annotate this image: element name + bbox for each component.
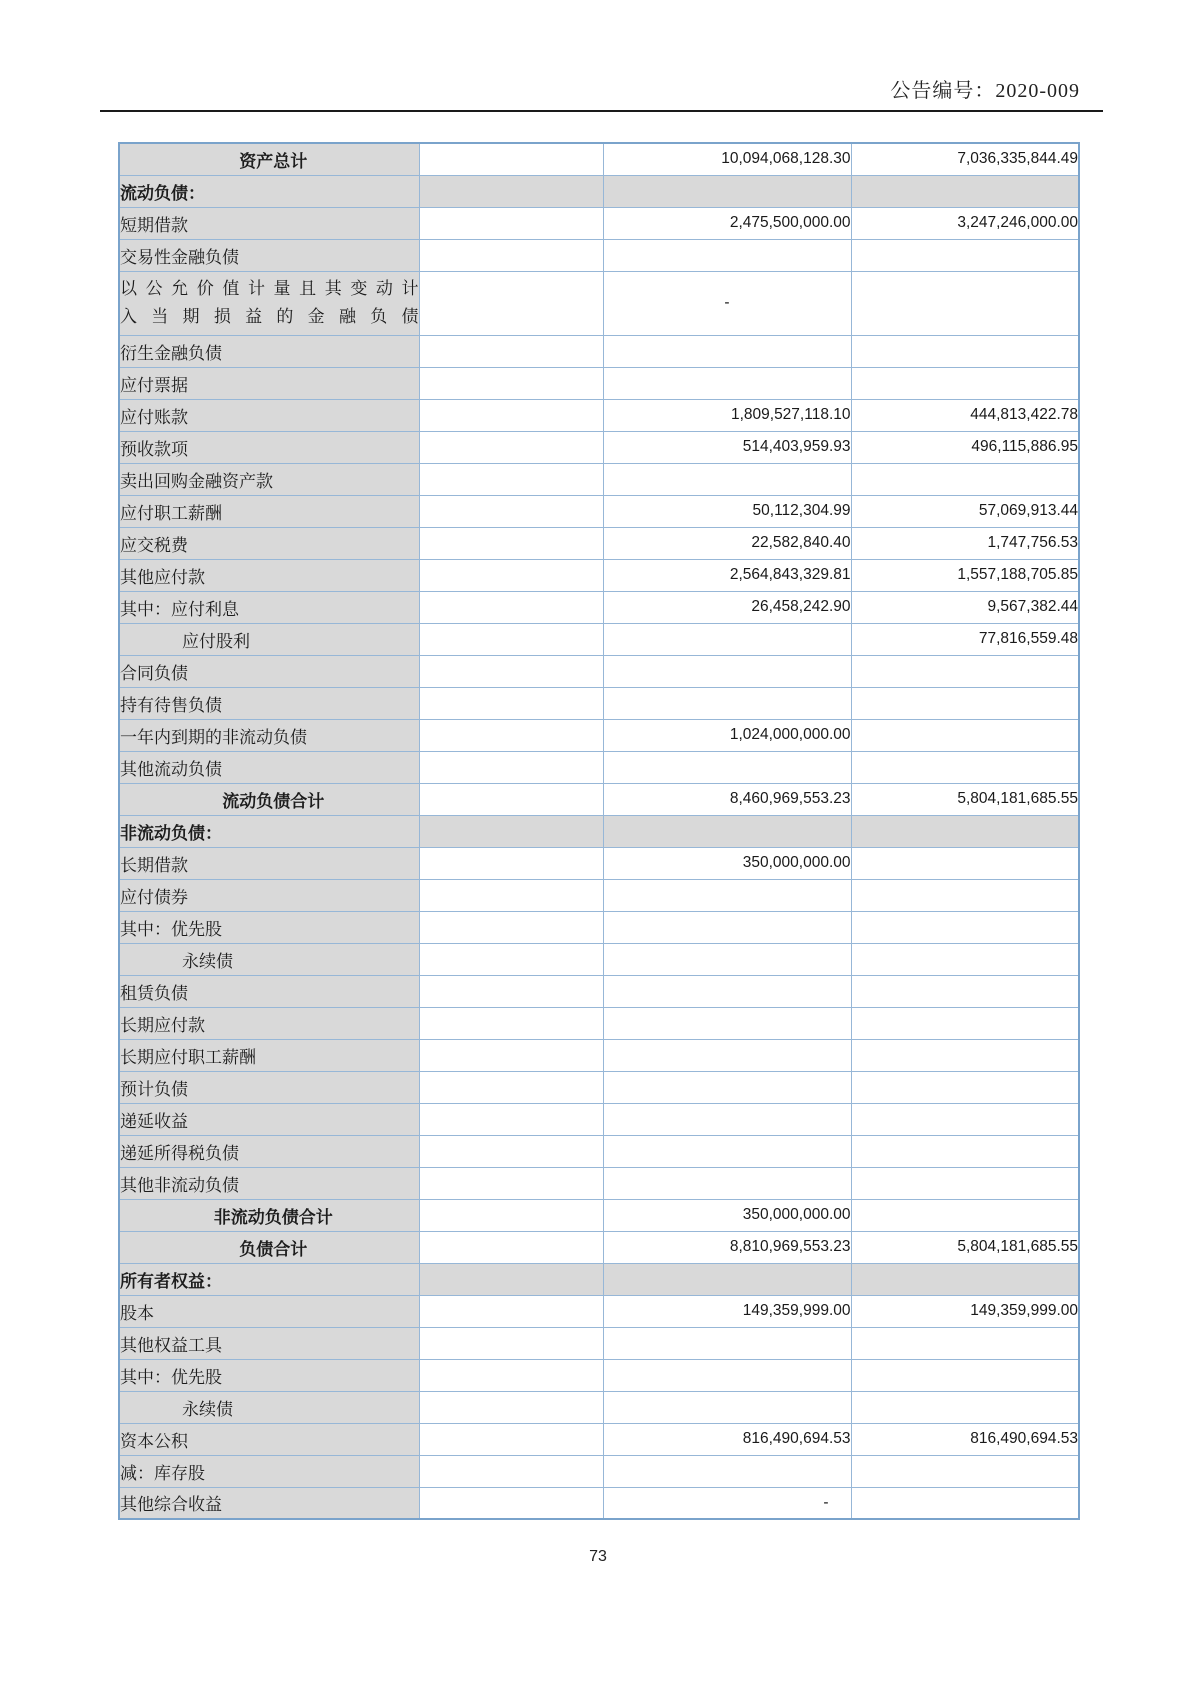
prior-value-cell	[851, 1327, 1079, 1359]
current-value-cell	[603, 975, 851, 1007]
note-cell	[419, 143, 603, 175]
row-label: 非流动负债：	[119, 815, 419, 847]
prior-value-cell: 57,069,913.44	[851, 495, 1079, 527]
note-cell	[419, 1327, 603, 1359]
note-cell	[419, 1039, 603, 1071]
current-value-cell	[603, 1327, 851, 1359]
prior-value-cell	[851, 943, 1079, 975]
current-value-cell	[603, 911, 851, 943]
current-value-cell: 350,000,000.00	[603, 1199, 851, 1231]
prior-value-cell	[851, 463, 1079, 495]
row-label: 负债合计	[119, 1231, 419, 1263]
table-row	[119, 271, 1079, 335]
note-cell	[419, 687, 603, 719]
note-cell	[419, 847, 603, 879]
table-row	[119, 1231, 1079, 1263]
note-cell	[419, 1359, 603, 1391]
prior-value-cell: 5,804,181,685.55	[851, 1231, 1079, 1263]
current-value-cell	[603, 367, 851, 399]
prior-value-cell: 1,747,756.53	[851, 527, 1079, 559]
current-value-cell: 26,458,242.90	[603, 591, 851, 623]
row-label: 持有待售负债	[119, 687, 419, 719]
row-label: 预收款项	[119, 431, 419, 463]
header-divider	[100, 110, 1103, 112]
prior-value-cell	[851, 239, 1079, 271]
prior-value-cell: 149,359,999.00	[851, 1295, 1079, 1327]
note-cell	[419, 1103, 603, 1135]
row-label	[119, 271, 419, 335]
note-cell	[419, 879, 603, 911]
note-cell	[419, 1423, 603, 1455]
row-label: 应付票据	[119, 367, 419, 399]
prior-value-cell	[851, 911, 1079, 943]
current-value-cell: 8,460,969,553.23	[603, 783, 851, 815]
current-value-cell	[603, 1167, 851, 1199]
table-row	[119, 1423, 1079, 1455]
prior-value-cell	[851, 815, 1079, 847]
row-label: 流动负债合计	[119, 783, 419, 815]
table-row	[119, 655, 1079, 687]
current-value-cell	[603, 943, 851, 975]
note-cell	[419, 495, 603, 527]
row-label: 永续债	[119, 943, 419, 975]
current-value-cell	[603, 175, 851, 207]
note-cell	[419, 559, 603, 591]
current-value-cell: 8,810,969,553.23	[603, 1231, 851, 1263]
table-row	[119, 335, 1079, 367]
current-value-cell: 22,582,840.40	[603, 527, 851, 559]
current-value-cell: 514,403,959.93	[603, 431, 851, 463]
prior-value-cell	[851, 687, 1079, 719]
note-cell	[419, 1135, 603, 1167]
prior-value-cell	[851, 1263, 1079, 1295]
row-label: 永续债	[119, 1391, 419, 1423]
prior-value-cell	[851, 1007, 1079, 1039]
table-row	[119, 207, 1079, 239]
note-cell	[419, 271, 603, 335]
prior-value-cell	[851, 847, 1079, 879]
table-row	[119, 975, 1079, 1007]
prior-value-cell	[851, 1135, 1079, 1167]
row-label: 减：库存股	[119, 1455, 419, 1487]
current-value-cell: 1,809,527,118.10	[603, 399, 851, 431]
current-value-cell	[603, 239, 851, 271]
note-cell	[419, 1071, 603, 1103]
row-label: 应付职工薪酬	[119, 495, 419, 527]
table-row	[119, 399, 1079, 431]
row-label: 应付股利	[119, 623, 419, 655]
note-cell	[419, 367, 603, 399]
row-label-line: 以公允价值计量且其变动计	[120, 279, 419, 298]
current-value-cell	[603, 815, 851, 847]
row-label: 应交税费	[119, 527, 419, 559]
current-value-cell: 10,094,068,128.30	[603, 143, 851, 175]
current-value-cell	[603, 751, 851, 783]
row-label: 衍生金融负债	[119, 335, 419, 367]
current-value-cell	[603, 623, 851, 655]
table-row	[119, 847, 1079, 879]
prior-value-cell	[851, 175, 1079, 207]
table-row	[119, 687, 1079, 719]
current-value-cell: 816,490,694.53	[603, 1423, 851, 1455]
row-label: 流动负债：	[119, 175, 419, 207]
row-label: 其中：应付利息	[119, 591, 419, 623]
note-cell	[419, 623, 603, 655]
row-label: 一年内到期的非流动负债	[119, 719, 419, 751]
current-value-cell	[603, 1103, 851, 1135]
note-cell	[419, 751, 603, 783]
prior-value-cell: 816,490,694.53	[851, 1423, 1079, 1455]
current-value-cell: 2,564,843,329.81	[603, 559, 851, 591]
table-row	[119, 1455, 1079, 1487]
current-value-cell	[603, 655, 851, 687]
note-cell	[419, 1167, 603, 1199]
note-cell	[419, 239, 603, 271]
table-row	[119, 527, 1079, 559]
prior-value-cell: 5,804,181,685.55	[851, 783, 1079, 815]
current-value-cell	[603, 687, 851, 719]
note-cell	[419, 911, 603, 943]
row-label: 租赁负债	[119, 975, 419, 1007]
prior-value-cell	[851, 1103, 1079, 1135]
table-row	[119, 1039, 1079, 1071]
prior-value-cell	[851, 335, 1079, 367]
note-cell	[419, 175, 603, 207]
note-cell	[419, 1487, 603, 1519]
current-value-cell	[603, 335, 851, 367]
table-row	[119, 1359, 1079, 1391]
note-cell	[419, 1199, 603, 1231]
table-row	[119, 463, 1079, 495]
note-cell	[419, 655, 603, 687]
note-cell	[419, 399, 603, 431]
table-row	[119, 879, 1079, 911]
note-cell	[419, 719, 603, 751]
prior-value-cell	[851, 655, 1079, 687]
table-row	[119, 495, 1079, 527]
note-cell	[419, 1231, 603, 1263]
table-row	[119, 367, 1079, 399]
note-cell	[419, 527, 603, 559]
prior-value-cell	[851, 1359, 1079, 1391]
note-cell	[419, 1007, 603, 1039]
prior-value-cell: 1,557,188,705.85	[851, 559, 1079, 591]
row-label: 应付账款	[119, 399, 419, 431]
page-number: 73	[589, 1548, 607, 1565]
table-row	[119, 1327, 1079, 1359]
table-row	[119, 911, 1079, 943]
row-label: 长期应付职工薪酬	[119, 1039, 419, 1071]
current-value-cell: -	[603, 1487, 851, 1519]
table-row	[119, 783, 1079, 815]
row-label-line: 入当期损益的金融负债	[120, 307, 419, 326]
table-row	[119, 1167, 1079, 1199]
current-value-cell	[603, 463, 851, 495]
prior-value-cell	[851, 1455, 1079, 1487]
current-value-cell	[603, 1135, 851, 1167]
current-value-cell: 2,475,500,000.00	[603, 207, 851, 239]
row-label: 其他综合收益	[119, 1487, 419, 1519]
row-label: 非流动负债合计	[119, 1199, 419, 1231]
row-label: 长期借款	[119, 847, 419, 879]
prior-value-cell	[851, 879, 1079, 911]
current-value-cell: 1,024,000,000.00	[603, 719, 851, 751]
row-label: 所有者权益：	[119, 1263, 419, 1295]
current-value-cell: -	[603, 271, 851, 335]
note-cell	[419, 463, 603, 495]
table-row	[119, 1071, 1079, 1103]
table-row	[119, 239, 1079, 271]
note-cell	[419, 783, 603, 815]
prior-value-cell	[851, 751, 1079, 783]
prior-value-cell: 77,816,559.48	[851, 623, 1079, 655]
prior-value-cell	[851, 367, 1079, 399]
row-label: 短期借款	[119, 207, 419, 239]
row-label: 预计负债	[119, 1071, 419, 1103]
current-value-cell	[603, 1391, 851, 1423]
note-cell	[419, 1455, 603, 1487]
prior-value-cell	[851, 271, 1079, 335]
prior-value-cell	[851, 1199, 1079, 1231]
section-header-row	[119, 175, 1079, 207]
prior-value-cell	[851, 719, 1079, 751]
table-row	[119, 1103, 1079, 1135]
table-row	[119, 623, 1079, 655]
note-cell	[419, 975, 603, 1007]
row-label: 其他应付款	[119, 559, 419, 591]
table-row	[119, 559, 1079, 591]
current-value-cell: 149,359,999.00	[603, 1295, 851, 1327]
note-cell	[419, 207, 603, 239]
current-value-cell	[603, 1007, 851, 1039]
current-value-cell	[603, 1263, 851, 1295]
row-label: 资产总计	[119, 143, 419, 175]
note-cell	[419, 1263, 603, 1295]
note-cell	[419, 1391, 603, 1423]
announcement-number: 公告编号：2020-009	[890, 80, 1080, 102]
note-cell	[419, 335, 603, 367]
current-value-cell	[603, 1455, 851, 1487]
table-row	[119, 431, 1079, 463]
note-cell	[419, 591, 603, 623]
prior-value-cell	[851, 975, 1079, 1007]
prior-value-cell: 7,036,335,844.49	[851, 143, 1079, 175]
table-row	[119, 943, 1079, 975]
table-row	[119, 1295, 1079, 1327]
balance-sheet-table	[118, 142, 1080, 1520]
prior-value-cell	[851, 1039, 1079, 1071]
table-row	[119, 1007, 1079, 1039]
current-value-cell	[603, 879, 851, 911]
current-value-cell	[603, 1071, 851, 1103]
row-label: 卖出回购金融资产款	[119, 463, 419, 495]
current-value-cell	[603, 1359, 851, 1391]
table-row	[119, 1391, 1079, 1423]
row-label: 其中：优先股	[119, 911, 419, 943]
prior-value-cell: 3,247,246,000.00	[851, 207, 1079, 239]
prior-value-cell	[851, 1391, 1079, 1423]
row-label: 其他流动负债	[119, 751, 419, 783]
table-row	[119, 1487, 1079, 1519]
table-row	[119, 1199, 1079, 1231]
note-cell	[419, 943, 603, 975]
note-cell	[419, 431, 603, 463]
current-value-cell: 350,000,000.00	[603, 847, 851, 879]
row-label: 资本公积	[119, 1423, 419, 1455]
prior-value-cell	[851, 1167, 1079, 1199]
table-row	[119, 591, 1079, 623]
prior-value-cell: 496,115,886.95	[851, 431, 1079, 463]
row-label: 合同负债	[119, 655, 419, 687]
row-label: 长期应付款	[119, 1007, 419, 1039]
current-value-cell: 50,112,304.99	[603, 495, 851, 527]
section-header-row	[119, 1263, 1079, 1295]
prior-value-cell: 444,813,422.78	[851, 399, 1079, 431]
row-label: 递延所得税负债	[119, 1135, 419, 1167]
row-label: 其他非流动负债	[119, 1167, 419, 1199]
section-header-row	[119, 815, 1079, 847]
prior-value-cell	[851, 1487, 1079, 1519]
prior-value-cell	[851, 1071, 1079, 1103]
current-value-cell	[603, 1039, 851, 1071]
table-row	[119, 1135, 1079, 1167]
table-row	[119, 143, 1079, 175]
row-label: 其他权益工具	[119, 1327, 419, 1359]
note-cell	[419, 1295, 603, 1327]
row-label: 交易性金融负债	[119, 239, 419, 271]
row-label: 应付债券	[119, 879, 419, 911]
table-row	[119, 719, 1079, 751]
row-label: 递延收益	[119, 1103, 419, 1135]
row-label: 其中：优先股	[119, 1359, 419, 1391]
table-row	[119, 751, 1079, 783]
row-label: 股本	[119, 1295, 419, 1327]
prior-value-cell: 9,567,382.44	[851, 591, 1079, 623]
note-cell	[419, 815, 603, 847]
